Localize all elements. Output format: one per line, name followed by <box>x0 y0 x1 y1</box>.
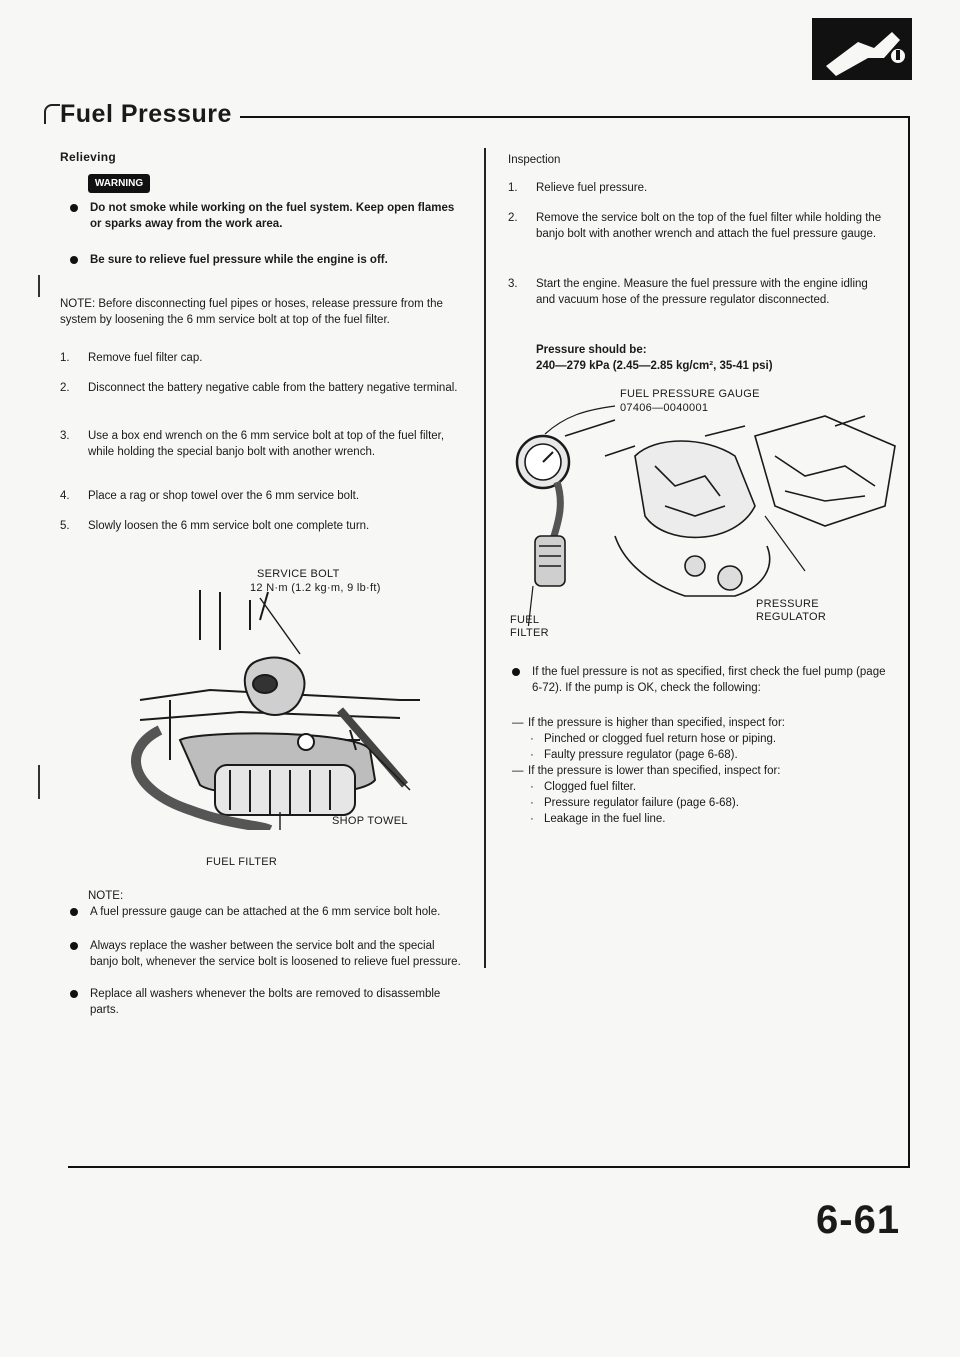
filter-label: FILTER <box>510 627 549 639</box>
step-item <box>508 180 888 196</box>
page-title: Fuel Pressure <box>60 100 232 128</box>
step-text: Slowly loosen the 6 mm service bolt one complete turn. <box>88 520 370 532</box>
step-number: 4. <box>60 490 70 502</box>
frame-right-rule <box>908 116 910 1166</box>
pressure-label: Pressure should be: <box>536 344 647 356</box>
step-item <box>60 428 465 460</box>
bullet-icon <box>512 668 520 676</box>
warning-text: Do not smoke while working on the fuel system. Keep open flames or sparks away from the work area. <box>90 202 455 230</box>
step-item <box>60 518 465 534</box>
note-text: Always replace the washer between the service bolt and the special banjo bolt, whenever the service bolt is loosened to relieve fuel pressure. <box>90 940 461 968</box>
note-item <box>70 938 465 970</box>
relieving-heading: Relieving <box>60 150 117 164</box>
note-text: Replace all washers whenever the bolts are removed to disassemble parts. <box>90 988 441 1016</box>
note-item <box>70 986 465 1018</box>
sub-item: · Leakage in the fuel line. <box>530 812 890 827</box>
gauge-label: FUEL PRESSURE GAUGE <box>620 388 760 400</box>
fuel-pressure-gauge-illustration <box>505 396 900 626</box>
lower-pressure-lead: If the pressure is lower than specified, inspect for: <box>528 765 781 777</box>
sub-text: Clogged fuel filter. <box>544 781 637 793</box>
step-number: 3. <box>508 278 518 290</box>
fuel-nozzle-icon <box>812 18 912 80</box>
higher-pressure-lead: If the pressure is higher than specified, inspect for: <box>528 717 785 729</box>
check-item <box>512 664 897 696</box>
sub-item: · Pinched or clogged fuel return hose or piping. <box>530 732 890 747</box>
step-text: Use a box end wrench on the 6 mm service bolt at top of the fuel filter, while holding the special banjo bolt with another wrench. <box>88 430 445 458</box>
note2-heading: NOTE: <box>88 890 124 902</box>
header-rule <box>240 116 910 118</box>
step-number: 2. <box>60 382 70 394</box>
warning-text: Be sure to relieve fuel pressure while the engine is off. <box>90 254 388 266</box>
bullet-icon <box>70 256 78 264</box>
step-text: Start the engine. Measure the fuel pressure with the engine idling and vacuum hose of the pressure regulator disconnected. <box>536 278 868 306</box>
step-text: Relieve fuel pressure. <box>536 182 648 194</box>
sub-item: · Faulty pressure regulator (page 6-68). <box>530 748 890 763</box>
step-text: Disconnect the battery negative cable from the battery negative terminal. <box>88 382 458 394</box>
step-number: 5. <box>60 520 70 532</box>
bullet-icon <box>70 990 78 998</box>
service-bolt-torque: 12 N·m (1.2 kg·m, 9 lb·ft) <box>250 582 381 594</box>
pressure-value: 240—279 kPa (2.45—2.85 kg/cm², 35-41 psi) <box>536 360 773 372</box>
fuel-filter-label: FUEL FILTER <box>206 856 278 868</box>
higher-pressure-item: — If the pressure is higher than specified, inspect for: <box>512 716 897 731</box>
sub-text: Pressure regulator failure (page 6-68). <box>544 797 739 809</box>
bullet-icon <box>70 942 78 950</box>
note-text: A fuel pressure gauge can be attached at the 6 mm service bolt hole. <box>90 906 441 918</box>
shop-towel-label: SHOP TOWEL <box>332 815 408 827</box>
column-divider <box>484 148 486 968</box>
sub-item: · Pressure regulator failure (page 6-68). <box>530 796 890 811</box>
step-item <box>60 380 465 396</box>
bullet-icon <box>70 908 78 916</box>
gauge-part-number: 07406—0040001 <box>620 402 709 414</box>
regulator-label: PRESSURE <box>756 598 819 610</box>
inspection-heading: Inspection <box>508 154 561 166</box>
warning-item <box>70 200 465 232</box>
binding-mark <box>38 275 40 297</box>
frame-bottom-rule <box>68 1166 910 1168</box>
relieving-note: NOTE: Before disconnecting fuel pipes or hoses, release pressure from the system by loosening the 6 mm service bolt at top of the fuel filter. <box>60 298 443 326</box>
step-item <box>508 210 888 242</box>
filter-label: FUEL <box>510 614 540 626</box>
sub-text: Faulty pressure regulator (page 6-68). <box>544 749 738 761</box>
warning-item <box>70 252 465 268</box>
step-text: Remove the service bolt on the top of the fuel filter while holding the banjo bolt with another wrench and attach the fuel pressure gauge. <box>536 212 882 240</box>
binding-mark <box>38 765 40 799</box>
step-item <box>60 350 465 366</box>
warning-badge: WARNING <box>88 174 150 193</box>
step-number: 2. <box>508 212 518 224</box>
lower-pressure-item: — If the pressure is lower than specified, inspect for: <box>512 764 897 779</box>
step-text: Place a rag or shop towel over the 6 mm service bolt. <box>88 490 360 502</box>
sub-text: Leakage in the fuel line. <box>544 813 666 825</box>
section-bracket <box>44 104 60 124</box>
step-number: 1. <box>60 352 70 364</box>
bullet-icon <box>70 204 78 212</box>
page-number: 6-61 <box>816 1198 901 1242</box>
step-item <box>508 276 888 308</box>
sub-item: · Clogged fuel filter. <box>530 780 890 795</box>
check-text: If the fuel pressure is not as specified, first check the fuel pump (page 6-72). If the pump is OK, check the following: <box>532 666 886 694</box>
step-text: Remove fuel filter cap. <box>88 352 203 364</box>
step-number: 1. <box>508 182 518 194</box>
sub-text: Pinched or clogged fuel return hose or piping. <box>544 733 777 745</box>
service-bolt-label: SERVICE BOLT <box>257 568 340 580</box>
note-item <box>70 904 465 920</box>
regulator-label: REGULATOR <box>756 611 827 623</box>
service-bolt-illustration <box>100 580 460 830</box>
step-item <box>60 488 465 504</box>
step-number: 3. <box>60 430 70 442</box>
